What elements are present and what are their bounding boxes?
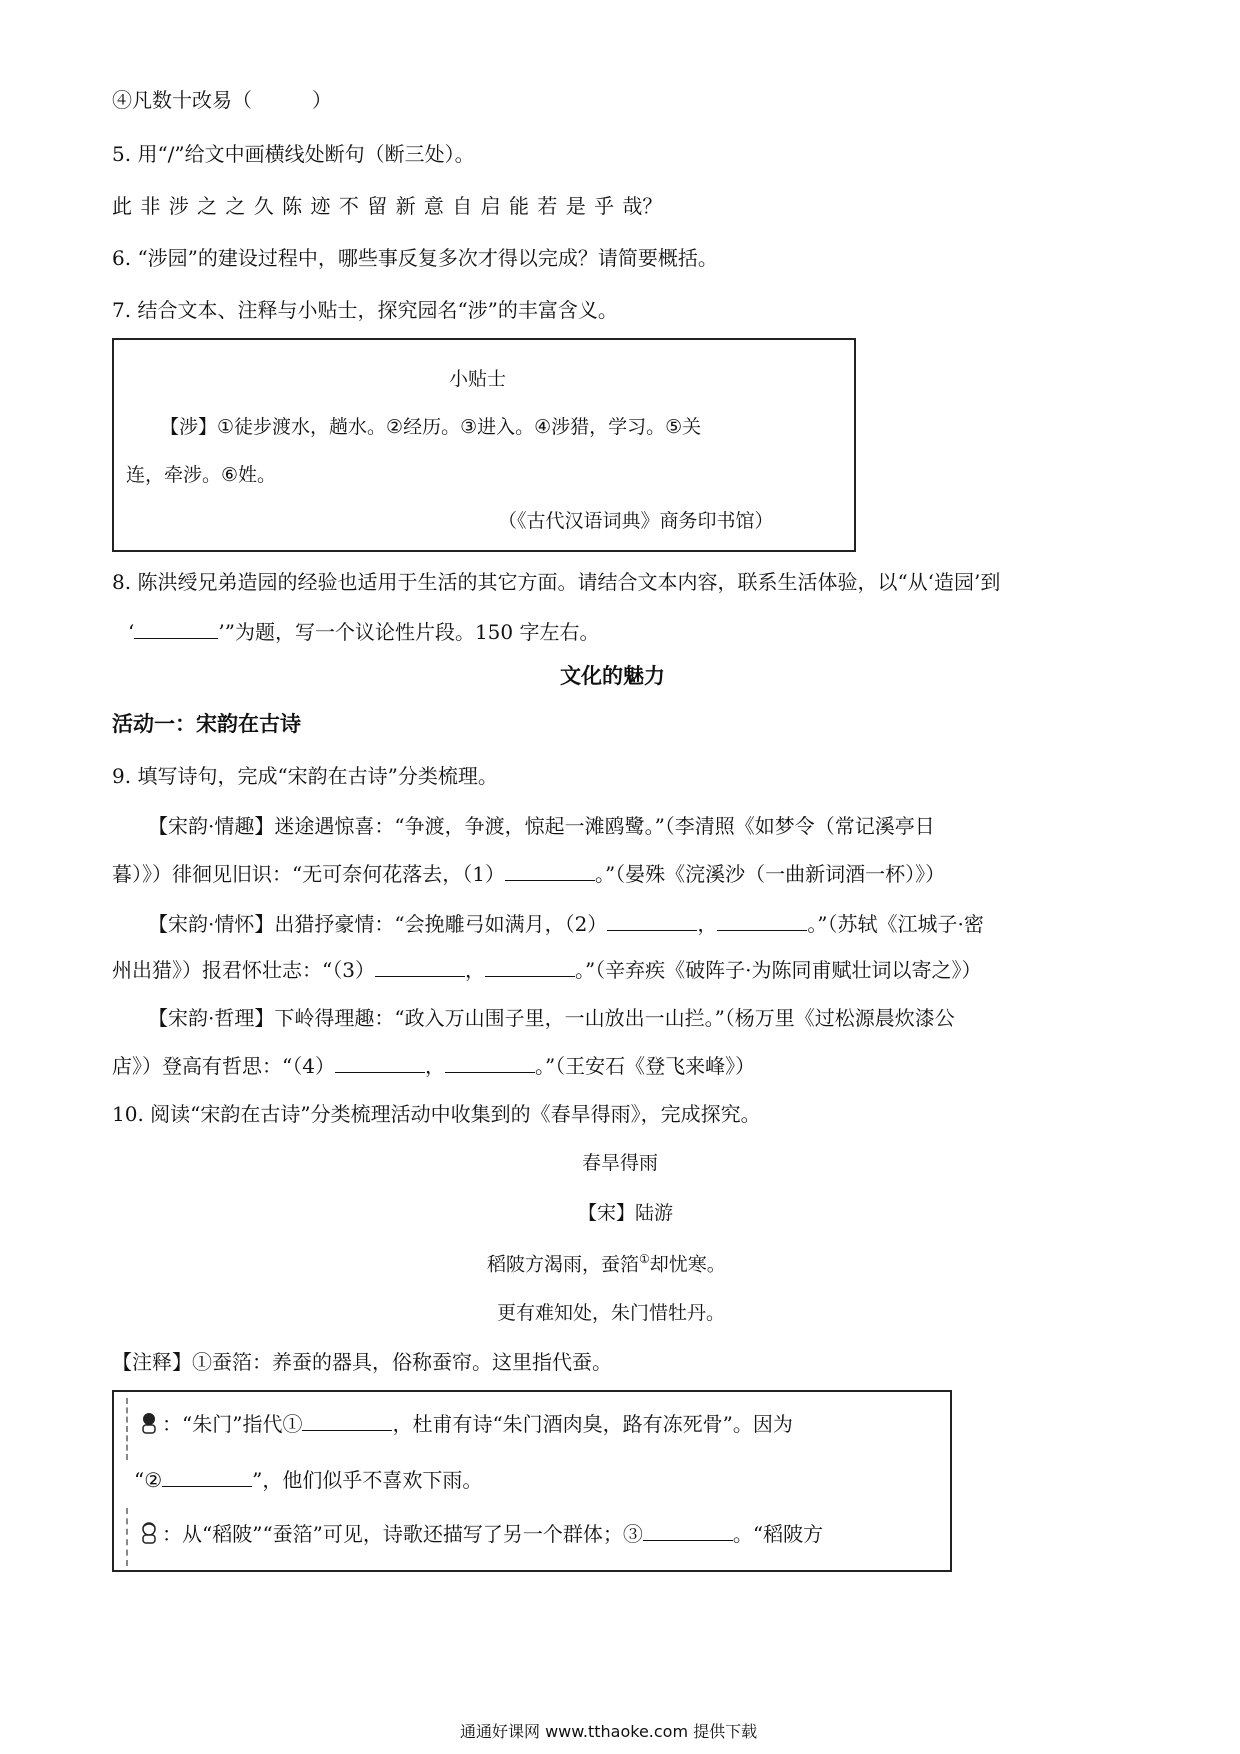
activity-heading: 活动一：宋韵在古诗 <box>112 712 301 736</box>
q9-blank-2a[interactable] <box>607 910 697 931</box>
tip-box <box>112 338 856 552</box>
poem-note: 【注释】①蚕箔：养蚕的器具，俗称蚕帘。这里指代蚕。 <box>112 1350 612 1374</box>
poem-note-marker: ① <box>639 1252 650 1266</box>
q9-blank-4b[interactable] <box>445 1052 535 1073</box>
q9-blank-2b[interactable] <box>717 910 807 931</box>
q9-blank-3a[interactable] <box>375 956 465 977</box>
dialog-blank-3[interactable] <box>643 1520 733 1541</box>
tip-definition-line1: 【涉】①徒步渡水，趟水。②经历。③进入。④涉猎，学习。⑤关 <box>160 416 702 438</box>
q9-blank-1[interactable] <box>505 860 595 881</box>
student-avatar-icon <box>138 1521 160 1545</box>
dialog-row-2: “② ”，他们似乎不喜欢下雨。 <box>134 1468 483 1492</box>
section-title: 文化的魅力 <box>560 664 665 688</box>
dialog-row-1: ：“朱门”指代① ，杜甫有诗“朱门酒肉臭，路有冻死骨”。因为 <box>138 1410 793 1436</box>
footer-text: 通通好课网 www.tthaoke.com 提供下载 <box>460 1722 758 1741</box>
q10-prompt: 10. 阅读“宋韵在古诗”分类梳理活动中收集到的《春旱得雨》，完成探究。 <box>112 1102 761 1126</box>
q8-blank[interactable] <box>134 618 218 639</box>
q5-prompt: 5. 用“/”给文中画横线处断句（断三处）。 <box>112 142 475 166</box>
dialog-blank-2[interactable] <box>162 1466 252 1487</box>
q9-line5: 【宋韵·哲理】下岭得理趣：“政入万山围子里，一山放出一山拦。”（杨万里《过松源晨炊漆公 <box>148 1006 955 1030</box>
dialog-row-3: ：从“稻陂”“蚕箔”可见，诗歌还描写了另一个群体；③ 。“稻陂方 <box>138 1520 823 1546</box>
q6-prompt: 6. “涉园”的建设过程中，哪些事反复多次才得以完成？请简要概括。 <box>112 246 718 270</box>
q4-item: ④凡数十改易（ ） <box>112 88 332 112</box>
q9-blank-3b[interactable] <box>485 956 575 977</box>
tip-definition-line2: 连，牵涉。⑥姓。 <box>126 464 277 486</box>
q9-line6: 店》）登高有哲思：“（4） ， 。”（王安石《登飞来峰》） <box>112 1054 756 1078</box>
tip-source: （《古代汉语词典》商务印书馆） <box>498 510 774 532</box>
poem-title: 春旱得雨 <box>582 1152 659 1174</box>
q9-line3: 【宋韵·情怀】出猎抒豪情：“会挽雕弓如满月，（2） ， 。”（苏轼《江城子·密 <box>148 912 984 936</box>
q5-sentence: 此 非 涉 之 之 久 陈 迹 不 留 新 意 自 启 能 若 是 乎 哉？ <box>112 194 663 218</box>
poem-author: 【宋】陆游 <box>578 1202 674 1224</box>
poem-line2: 更有难知处，朱门惜牡丹。 <box>497 1302 726 1324</box>
poem-line1: 稻陂方渴雨，蚕箔①却忧寒。 <box>487 1252 726 1276</box>
q9-line1: 【宋韵·情趣】迷途遇惊喜：“争渡，争渡，惊起一滩鸥鹭。”（李清照《如梦令（常记溪亭日 <box>148 814 935 838</box>
q9-prompt: 9. 填写诗句，完成“宋韵在古诗”分类梳理。 <box>112 764 498 788</box>
q9-blank-4a[interactable] <box>335 1052 425 1073</box>
dialog-blank-1[interactable] <box>302 1410 392 1431</box>
student-avatar-icon <box>138 1411 160 1435</box>
q9-line4: 州出猎》）报君怀壮志：“（3） ， 。”（辛弃疾《破阵子·为陈同甫赋壮词以寄之》） <box>112 958 982 982</box>
q9-line2: 暮）》）徘徊见旧识：“无可奈何花落去，（1） 。”（晏殊《浣溪沙（一曲新词酒一杯）》） <box>112 862 946 886</box>
q8-line2: ‘ ’”为题，写一个议论性片段。150 字左右。 <box>128 620 600 644</box>
q7-prompt: 7. 结合文本、注释与小贴士，探究园名“涉”的丰富含义。 <box>112 298 618 322</box>
dialog-box <box>112 1390 952 1572</box>
tip-title: 小贴士 <box>449 368 507 390</box>
q8-line1: 8. 陈洪绶兄弟造园的经验也适用于生活的其它方面。请结合文本内容，联系生活体验，以“从‘造园’到 <box>112 570 1001 594</box>
